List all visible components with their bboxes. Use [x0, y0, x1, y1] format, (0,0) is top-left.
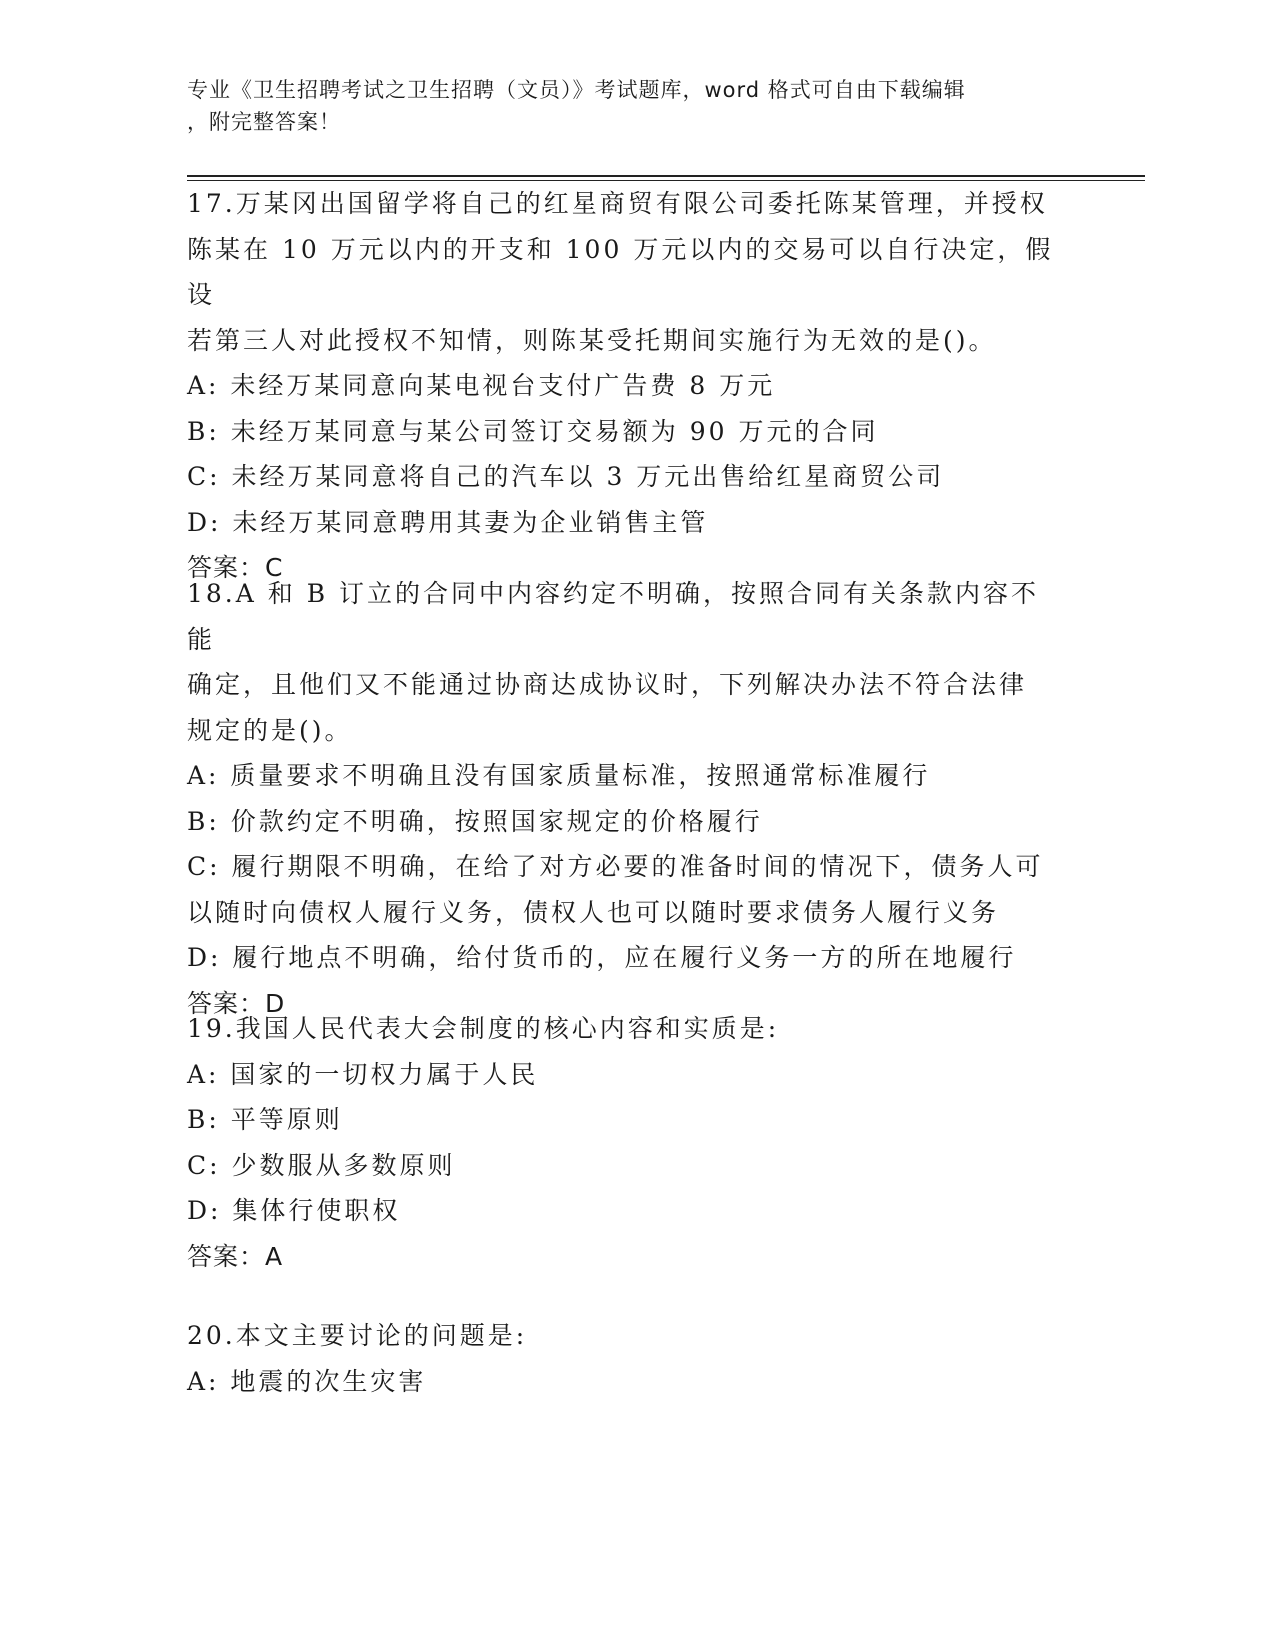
answer: 答案：C [187, 553, 284, 582]
question-19 [187, 1006, 1067, 1279]
question-20 [187, 1313, 1067, 1404]
header-line-1: 专业《卫生招聘考试之卫生招聘（文员）》考试题库，word 格式可自由下载编辑 [187, 78, 966, 102]
option-d: D: 履行地点不明确，给付货币的，应在履行义务一方的所在地履行 [187, 943, 1017, 972]
question-stem-line: 规定的是()。 [187, 715, 353, 745]
option-c-continued: 以随时向债权人履行义务，债权人也可以随时要求债务人履行义务 [187, 897, 1000, 927]
option-a: A: 国家的一切权力属于人民 [187, 1059, 539, 1089]
option-a: A: 未经万某同意向某电视台支付广告费 8 万元 [187, 371, 776, 400]
option-a: A: 地震的次生灾害 [187, 1366, 427, 1396]
option-c: C: 履行期限不明确，在给了对方必要的准备时间的情况下，债务人可 [187, 852, 1044, 881]
option-d: D: 未经万某同意聘用其妻为企业销售主管 [187, 507, 709, 537]
header-divider [187, 175, 1145, 177]
option-c: C: 少数服从多数原则 [187, 1150, 456, 1180]
question-18 [187, 571, 1067, 1026]
question-stem-line: 若第三人对此授权不知情，则陈某受托期间实施行为无效的是()。 [187, 325, 997, 355]
header-line-2: ，附完整答案！ [187, 110, 341, 134]
question-stem-line: 20.本文主要讨论的问题是: [187, 1321, 528, 1350]
answer: 答案：D [187, 988, 286, 1018]
question-stem-line: 18.A 和 B 订立的合同中内容约定不明确，按照合同有关条款内容不能 [187, 579, 1040, 654]
question-stem-line: 陈某在 10 万元以内的开支和 100 万元以内的交易可以自行决定，假设 [187, 234, 1054, 309]
option-b: B: 未经万某同意与某公司签订交易额为 90 万元的合同 [187, 416, 879, 446]
question-stem-line: 17.万某冈出国留学将自己的红星商贸有限公司委托陈某管理，并授权 [187, 189, 1048, 218]
question-stem-line: 确定，且他们又不能通过协商达成协议时，下列解决办法不符合法律 [187, 670, 1028, 699]
question-stem-line: 19.我国人民代表大会制度的核心内容和实质是: [187, 1014, 780, 1043]
option-b: B: 平等原则 [187, 1105, 343, 1134]
option-b: B: 价款约定不明确，按照国家规定的价格履行 [187, 806, 763, 836]
document-header [187, 74, 1067, 138]
option-c: C: 未经万某同意将自己的汽车以 3 万元出售给红星商贸公司 [187, 462, 945, 491]
answer: 答案：A [187, 1241, 284, 1271]
option-d: D: 集体行使职权 [187, 1196, 401, 1225]
option-a: A: 质量要求不明确且没有国家质量标准，按照通常标准履行 [187, 761, 931, 790]
question-17 [187, 181, 1067, 591]
